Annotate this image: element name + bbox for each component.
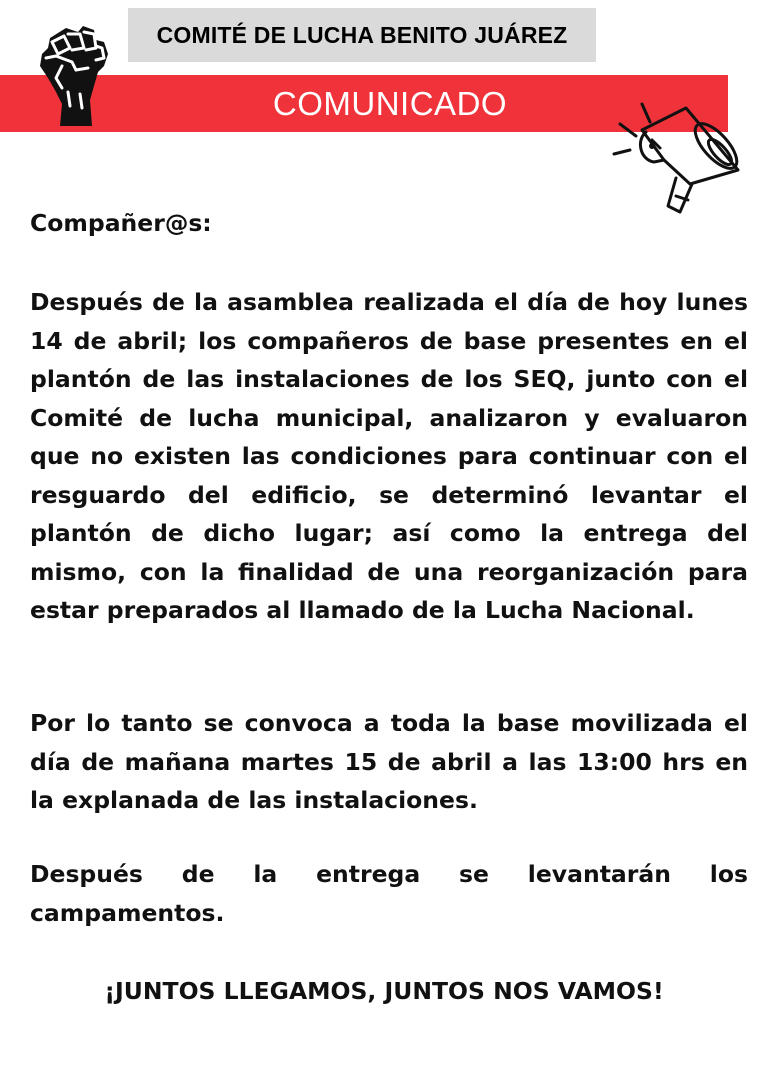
paragraph-convocation: Por lo tanto se convoca a toda la base movilizada el día de mañana martes 15 de abril a las 13:00 hrs en la explanada de las instalaciones. [30, 709, 748, 814]
raised-fist-icon [36, 22, 110, 128]
slogan: ¡JUNTOS LLEGAMOS, JUNTOS NOS VAMOS! [104, 977, 664, 1005]
greeting: Compañer@s: [30, 209, 212, 237]
organization-name: COMITÉ DE LUCHA BENITO JUÁREZ [128, 8, 596, 62]
banner-title: COMUNICADO [272, 84, 508, 122]
paragraph-announcement: Después de la asamblea realizada el día de hoy lunes 14 de abril; los compañeros de base presentes en el plantón de las instalaciones de los SEQ, junto con el Comité de lucha municipal, analizaron y evaluaron que no existen las condiciones para continuar con el resguardo del edificio, se determinó levantar el plantón de dicho lugar; así como la entrega del mismo, con la finalidad de una reorganización para estar preparados al llamado de la Lucha Nacional. [30, 288, 748, 624]
paragraph-camps: Después de la entrega se levantarán los campamentos. [30, 860, 748, 927]
